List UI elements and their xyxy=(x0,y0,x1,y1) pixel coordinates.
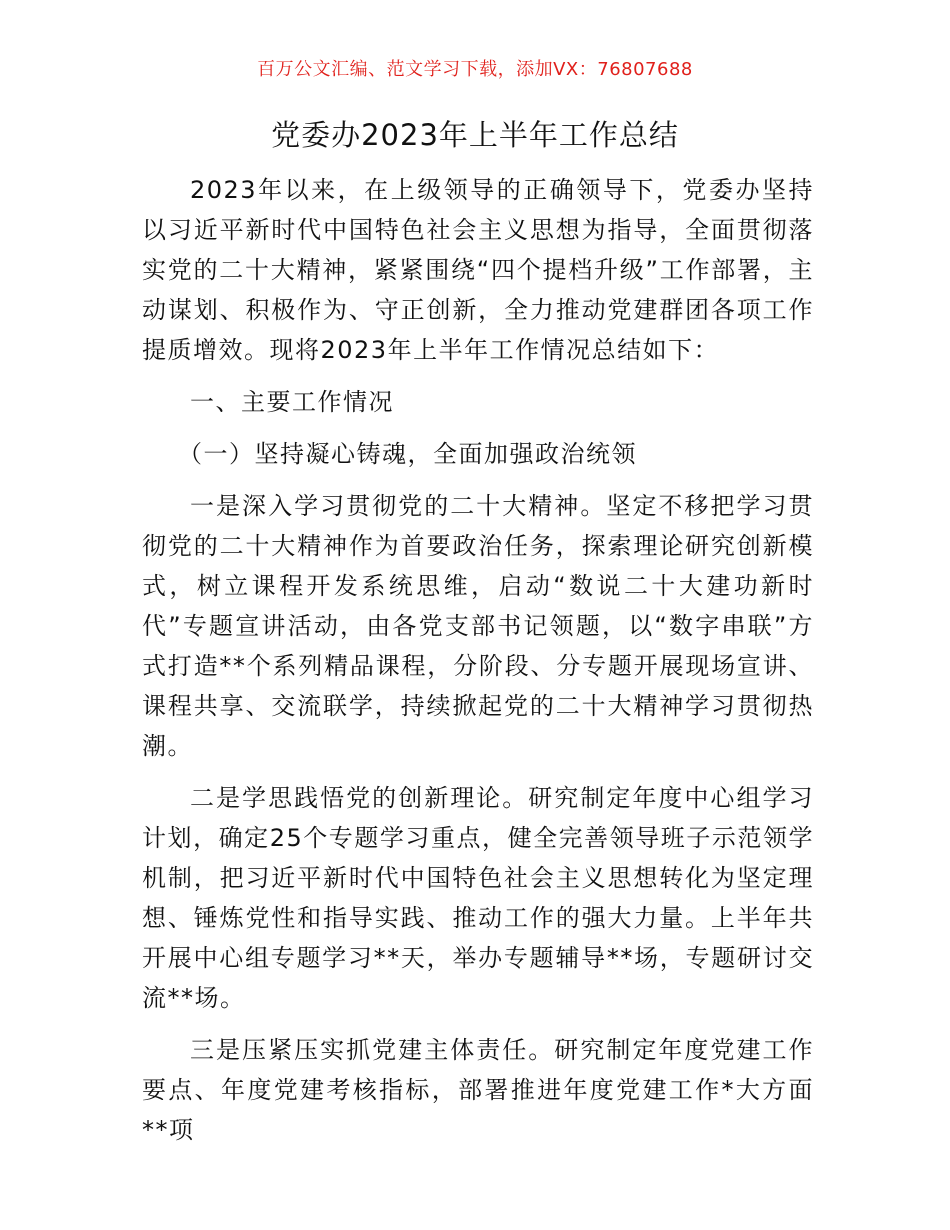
body-paragraph-1: 一是深入学习贯彻党的二十大精神。坚定不移把学习贯彻党的二十大精神作为首要政治任务，探索理论研究创新模式，树立课程开发系统思维，启动“数说二十大建功新时代”专题宣讲活动，由各党支部书记领题，以“数字串联”方式打造**个系列精品课程，分阶段、分专题开展现场宣讲、课程共享、交流联学，持续掀起党的二十大精神学习贯彻热潮。 xyxy=(142,492,814,760)
watermark-notice: 百万公文汇编、范文学习下载，添加VX：76807688 xyxy=(257,59,693,80)
document-title: 党委办2023年上半年工作总结 xyxy=(271,118,679,152)
intro-paragraph: 2023年以来，在上级领导的正确领导下，党委办坚持以习近平新时代中国特色社会主义思想为指导，全面贯彻落实党的二十大精神，紧紧围绕“四个提档升级”工作部署，主动谋划、积极作为、守正创新，全力推动党建群团各项工作提质增效。现将2023年上半年工作情况总结如下： xyxy=(142,176,814,364)
body-paragraph-3: 三是压紧压实抓党建主体责任。研究制定年度党建工作要点、年度党建考核指标，部署推进年度党建工作*大方面**项 xyxy=(142,1036,814,1144)
section-heading: 一、主要工作情况 xyxy=(190,388,394,416)
document-body xyxy=(142,170,814,1162)
body-paragraph-2: 二是学思践悟党的创新理论。研究制定年度中心组学习计划，确定25个专题学习重点，健全完善领导班子示范领学机制，把习近平新时代中国特色社会主义思想转化为坚定理想、锤炼党性和指导实践、推动工作的强大力量。上半年共开展中心组专题学习**天，举办专题辅导**场，专题研讨交流**场。 xyxy=(142,784,814,1012)
subsection-heading: （一）坚持凝心铸魂，全面加强政治统领 xyxy=(178,440,637,468)
